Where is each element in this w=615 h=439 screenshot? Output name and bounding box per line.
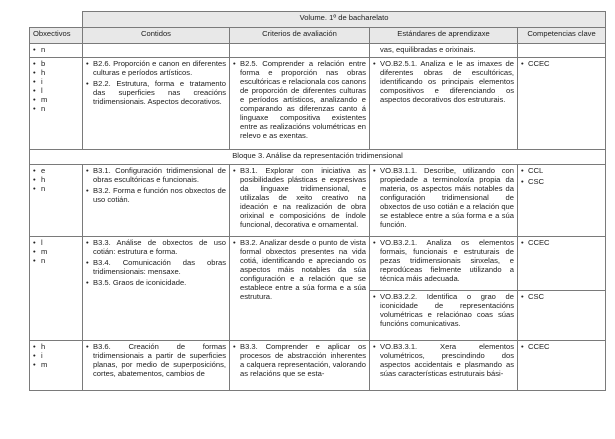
content-item: • B3.2. Forma e función nos obxectos de uso cotián. <box>86 187 226 205</box>
objective-item: • i <box>33 78 79 87</box>
objective-item: • e <box>33 167 79 176</box>
header-competences: Competencias clave <box>518 28 606 44</box>
objective-item: • h <box>33 69 79 78</box>
table-title: Volume. 1º de bacharelato <box>83 12 606 28</box>
standard-item: • VO.B3.2.1. Analiza os elementos formais, funcionais e estruturais de pezas tridimensionais sinxelas, e reprodúceas fielmente utilizando a técnica máis adecuada. <box>373 239 514 284</box>
competence-item: • CSC <box>521 293 602 302</box>
contents-cell <box>83 236 230 340</box>
objective-item: • h <box>33 343 79 352</box>
competences-cell <box>518 340 606 390</box>
table-row <box>30 340 606 390</box>
standard-item: • VO.B3.1.1. Describe, utilizando con propiedade a terminoloxía propia da materia, os aspectos máis notables da configuración tridimensional de obxectos de uso cotián e a relación que se establece entre a súa forma e a súa función. <box>373 167 514 230</box>
competence-item: • CCEC <box>521 239 602 248</box>
blank-corner <box>30 12 83 28</box>
block-header-row <box>30 149 606 164</box>
objective-item: • m <box>33 248 79 257</box>
competences-cell <box>518 164 606 236</box>
contents-cell <box>83 340 230 390</box>
header-standards: Estándares de aprendizaxe <box>370 28 518 44</box>
competences-cell <box>518 44 606 58</box>
objective-item: • h <box>33 176 79 185</box>
objectives-cell <box>30 57 83 149</box>
standards-cell <box>370 236 518 290</box>
standards-cell <box>370 164 518 236</box>
objective-item: • m <box>33 361 79 370</box>
content-item: • B3.6. Creación de formas tridimensionais a partir de superficies planas, por medio de superposicións, cortes, abatementos, cambios de <box>86 343 226 379</box>
standard-item: • VO.B2.5.1. Analiza e le as imaxes de diferentes obras de escultóricas, identificando os principais elementos compositivos e diferenciando os aspectos decorativos dos estruturais. <box>373 60 514 105</box>
objective-item: • n <box>33 46 79 55</box>
objective-item: • l <box>33 87 79 96</box>
objective-item: • i <box>33 352 79 361</box>
objectives-cell <box>30 44 83 58</box>
standard-item: • VO.B3.3.1. Xera elementos volumétricos, prescindindo dos aspectos accidentais e plasmando as súas características estruturais bási- <box>373 343 514 379</box>
competences-cell <box>518 236 606 290</box>
table-row <box>30 164 606 236</box>
objective-item: • n <box>33 257 79 266</box>
competence-item: • CCEC <box>521 343 602 352</box>
criteria-cell <box>230 340 370 390</box>
content-item: • B3.4. Comunicación das obras tridimensionais: mensaxe. <box>86 259 226 277</box>
header-contents: Contidos <box>83 28 230 44</box>
table-row <box>30 44 606 58</box>
block-title: Bloque 3. Análise da representación tridimensional <box>30 149 606 164</box>
curriculum-table <box>29 11 606 391</box>
objectives-cell <box>30 236 83 340</box>
column-header-row <box>30 28 606 44</box>
contents-cell <box>83 164 230 236</box>
objectives-cell <box>30 164 83 236</box>
objective-item: • m <box>33 96 79 105</box>
content-item: • B3.5. Graos de iconicidade. <box>86 279 226 288</box>
objective-item: • b <box>33 60 79 69</box>
criteria-cell <box>230 236 370 340</box>
competence-item: • CCEC <box>521 60 602 69</box>
content-item: • B3.1. Configuración tridimensional de obras escultóricas e funcionais. <box>86 167 226 185</box>
table-row <box>30 57 606 149</box>
objective-item: • n <box>33 185 79 194</box>
criteria-cell <box>230 57 370 149</box>
criterion-item: • B3.2. Analizar desde o punto de vista formal obxectos presentes na vida cotiá, identificando e apreciando os aspectos máis notables da súa configuración e a relación que se establece entre a súa forma e a súa estrutura. <box>233 239 366 302</box>
content-item: • B2.2. Estrutura, forma e tratamento das superficies nas creacións tridimensionais. Aspectos decorativos. <box>86 80 226 107</box>
header-criteria: Criterios de avaliación <box>230 28 370 44</box>
header-objectives: Obxectivos <box>30 28 83 44</box>
standards-cell <box>370 340 518 390</box>
competence-item: • CCL <box>521 167 602 176</box>
standard-continuation: vas, equilibradas e orixinais. <box>380 45 476 54</box>
standard-item: • VO.B3.2.2. Identifica o grao de iconicidade de representacións volumétricas e relaciónao coas súas funcións comunicativas. <box>373 293 514 329</box>
standards-cell <box>370 57 518 149</box>
objective-item: • l <box>33 239 79 248</box>
criteria-cell <box>230 164 370 236</box>
standards-cell <box>370 290 518 340</box>
competence-item: • CSC <box>521 178 602 187</box>
competences-cell <box>518 290 606 340</box>
standards-cell <box>370 44 518 58</box>
criteria-cell <box>230 44 370 58</box>
title-row <box>30 12 606 28</box>
content-item: • B3.3. Análise de obxectos de uso cotián: estrutura e forma. <box>86 239 226 257</box>
contents-cell <box>83 44 230 58</box>
content-item: • B2.6. Proporción e canon en diferentes culturas e períodos artísticos. <box>86 60 226 78</box>
contents-cell <box>83 57 230 149</box>
competences-cell <box>518 57 606 149</box>
objective-item: • n <box>33 105 79 114</box>
criterion-item: • B3.3. Comprender e aplicar os procesos de abstracción inherentes a calquera representación, valorando as relacións que se esta- <box>233 343 366 379</box>
criterion-item: • B2.5. Comprender a relación entre forma e proporción nas obras escultóricas e relacionala cos canons de proporción de diferentes culturas e períodos artísticos, analizando e comparando as diferenzas canto á linguaxe compositiva existentes entre as realizacións volumétricas en relevo e as exentas. <box>233 60 366 141</box>
criterion-item: • B3.1. Explorar con iniciativa as posibilidades plásticas e expresivas da linguaxe tridimensional, e utilizalas de xeito creativo na ideación e na realización de obra orixinal e composicións de índole funcional, decorativa e ornamental. <box>233 167 366 230</box>
table-row <box>30 236 606 290</box>
objectives-cell <box>30 340 83 390</box>
